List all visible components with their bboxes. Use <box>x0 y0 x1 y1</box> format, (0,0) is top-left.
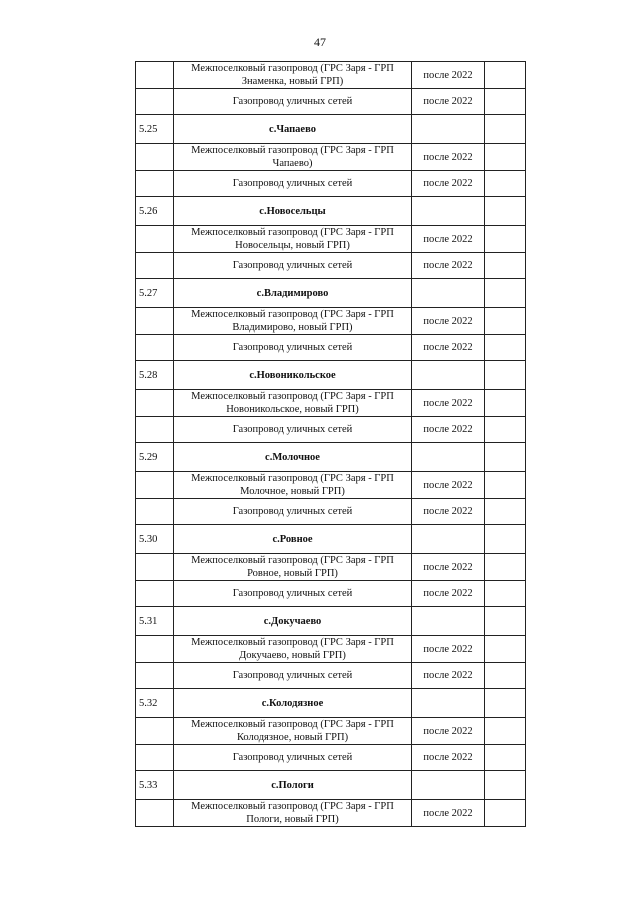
object-name-cell: Газопровод уличных сетей <box>174 335 412 361</box>
empty-cell <box>412 443 485 472</box>
deadline-cell: после 2022 <box>412 144 485 171</box>
object-name-cell: Газопровод уличных сетей <box>174 253 412 279</box>
object-name-cell: Межпоселковый газопровод (ГРС Заря - ГРП Пологи, новый ГРП) <box>174 800 412 827</box>
section-number-cell: 5.29 <box>136 443 174 472</box>
village-name-cell: с.Молочное <box>174 443 412 472</box>
empty-cell <box>412 525 485 554</box>
row-number-cell <box>136 171 174 197</box>
empty-cell <box>485 279 526 308</box>
section-number-cell: 5.33 <box>136 771 174 800</box>
empty-cell <box>485 308 526 335</box>
row-number-cell <box>136 554 174 581</box>
section-number-cell: 5.28 <box>136 361 174 390</box>
section-header-row <box>136 771 526 800</box>
table-row <box>136 663 526 689</box>
village-name-cell: с.Докучаево <box>174 607 412 636</box>
table-row <box>136 144 526 171</box>
object-name-cell: Межпоселковый газопровод (ГРС Заря - ГРП Новоникольское, новый ГРП) <box>174 390 412 417</box>
row-number-cell <box>136 417 174 443</box>
deadline-cell: после 2022 <box>412 89 485 115</box>
section-number-cell: 5.27 <box>136 279 174 308</box>
empty-cell <box>485 800 526 827</box>
empty-cell <box>485 335 526 361</box>
empty-cell <box>485 89 526 115</box>
section-number-cell: 5.31 <box>136 607 174 636</box>
object-name-cell: Газопровод уличных сетей <box>174 745 412 771</box>
table-row <box>136 800 526 827</box>
deadline-cell: после 2022 <box>412 718 485 745</box>
empty-cell <box>485 115 526 144</box>
table-row <box>136 417 526 443</box>
deadline-cell: после 2022 <box>412 554 485 581</box>
empty-cell <box>485 525 526 554</box>
table-row <box>136 745 526 771</box>
village-name-cell: с.Колодязное <box>174 689 412 718</box>
object-name-cell: Межпоселковый газопровод (ГРС Заря - ГРП Докучаево, новый ГРП) <box>174 636 412 663</box>
section-header-row <box>136 197 526 226</box>
empty-cell <box>412 279 485 308</box>
village-name-cell: с.Ровное <box>174 525 412 554</box>
object-name-cell: Межпоселковый газопровод (ГРС Заря - ГРП Владимирово, новый ГРП) <box>174 308 412 335</box>
deadline-cell: после 2022 <box>412 636 485 663</box>
deadline-cell: после 2022 <box>412 253 485 279</box>
empty-cell <box>485 636 526 663</box>
object-name-cell: Газопровод уличных сетей <box>174 499 412 525</box>
table-row <box>136 335 526 361</box>
table-row <box>136 308 526 335</box>
section-header-row <box>136 115 526 144</box>
object-name-cell: Газопровод уличных сетей <box>174 89 412 115</box>
section-header-row <box>136 607 526 636</box>
object-name-cell: Межпоселковый газопровод (ГРС Заря - ГРП Новосельцы, новый ГРП) <box>174 226 412 253</box>
village-name-cell: с.Пологи <box>174 771 412 800</box>
row-number-cell <box>136 663 174 689</box>
table-row <box>136 253 526 279</box>
empty-cell <box>485 745 526 771</box>
deadline-cell: после 2022 <box>412 335 485 361</box>
empty-cell <box>485 554 526 581</box>
deadline-cell: после 2022 <box>412 390 485 417</box>
village-name-cell: с.Новоникольское <box>174 361 412 390</box>
empty-cell <box>485 689 526 718</box>
empty-cell <box>485 361 526 390</box>
object-name-cell: Межпоселковый газопровод (ГРС Заря - ГРП Знаменка, новый ГРП) <box>174 62 412 89</box>
table-body <box>136 62 526 827</box>
object-name-cell: Межпоселковый газопровод (ГРС Заря - ГРП Колодязное, новый ГРП) <box>174 718 412 745</box>
row-number-cell <box>136 390 174 417</box>
section-header-row <box>136 443 526 472</box>
section-number-cell: 5.30 <box>136 525 174 554</box>
section-header-row <box>136 361 526 390</box>
row-number-cell <box>136 144 174 171</box>
village-name-cell: с.Новосельцы <box>174 197 412 226</box>
deadline-cell: после 2022 <box>412 499 485 525</box>
empty-cell <box>412 115 485 144</box>
deadline-cell: после 2022 <box>412 226 485 253</box>
object-name-cell: Газопровод уличных сетей <box>174 581 412 607</box>
deadline-cell: после 2022 <box>412 62 485 89</box>
section-header-row <box>136 525 526 554</box>
table-row <box>136 226 526 253</box>
table-row <box>136 62 526 89</box>
row-number-cell <box>136 581 174 607</box>
table-row <box>136 554 526 581</box>
section-number-cell: 5.32 <box>136 689 174 718</box>
row-number-cell <box>136 335 174 361</box>
section-header-row <box>136 689 526 718</box>
empty-cell <box>485 171 526 197</box>
section-number-cell: 5.25 <box>136 115 174 144</box>
object-name-cell: Газопровод уличных сетей <box>174 417 412 443</box>
empty-cell <box>485 417 526 443</box>
gas-pipeline-table <box>135 61 526 827</box>
village-name-cell: с.Владимирово <box>174 279 412 308</box>
table-row <box>136 718 526 745</box>
empty-cell <box>485 253 526 279</box>
empty-cell <box>485 226 526 253</box>
object-name-cell: Межпоселковый газопровод (ГРС Заря - ГРП Ровное, новый ГРП) <box>174 554 412 581</box>
empty-cell <box>485 472 526 499</box>
empty-cell <box>485 499 526 525</box>
row-number-cell <box>136 499 174 525</box>
table-row <box>136 499 526 525</box>
row-number-cell <box>136 472 174 499</box>
row-number-cell <box>136 308 174 335</box>
row-number-cell <box>136 745 174 771</box>
deadline-cell: после 2022 <box>412 663 485 689</box>
empty-cell <box>485 718 526 745</box>
empty-cell <box>412 361 485 390</box>
empty-cell <box>485 443 526 472</box>
empty-cell <box>412 607 485 636</box>
empty-cell <box>412 197 485 226</box>
object-name-cell: Газопровод уличных сетей <box>174 663 412 689</box>
empty-cell <box>485 581 526 607</box>
deadline-cell: после 2022 <box>412 800 485 827</box>
row-number-cell <box>136 800 174 827</box>
row-number-cell <box>136 253 174 279</box>
section-header-row <box>136 279 526 308</box>
table-row <box>136 390 526 417</box>
empty-cell <box>485 607 526 636</box>
village-name-cell: с.Чапаево <box>174 115 412 144</box>
empty-cell <box>412 689 485 718</box>
deadline-cell: после 2022 <box>412 308 485 335</box>
deadline-cell: после 2022 <box>412 581 485 607</box>
empty-cell <box>485 197 526 226</box>
section-number-cell: 5.26 <box>136 197 174 226</box>
table-row <box>136 89 526 115</box>
empty-cell <box>485 390 526 417</box>
table-row <box>136 581 526 607</box>
deadline-cell: после 2022 <box>412 745 485 771</box>
table-row <box>136 636 526 663</box>
row-number-cell <box>136 226 174 253</box>
deadline-cell: после 2022 <box>412 472 485 499</box>
deadline-cell: после 2022 <box>412 171 485 197</box>
empty-cell <box>485 663 526 689</box>
deadline-cell: после 2022 <box>412 417 485 443</box>
row-number-cell <box>136 636 174 663</box>
row-number-cell <box>136 89 174 115</box>
row-number-cell <box>136 62 174 89</box>
object-name-cell: Межпоселковый газопровод (ГРС Заря - ГРП Молочное, новый ГРП) <box>174 472 412 499</box>
empty-cell <box>485 771 526 800</box>
row-number-cell <box>136 718 174 745</box>
table-row <box>136 171 526 197</box>
empty-cell <box>412 771 485 800</box>
empty-cell <box>485 62 526 89</box>
object-name-cell: Газопровод уличных сетей <box>174 171 412 197</box>
table-row <box>136 472 526 499</box>
object-name-cell: Межпоселковый газопровод (ГРС Заря - ГРП Чапаево) <box>174 144 412 171</box>
empty-cell <box>485 144 526 171</box>
page-number: 47 <box>314 35 326 49</box>
